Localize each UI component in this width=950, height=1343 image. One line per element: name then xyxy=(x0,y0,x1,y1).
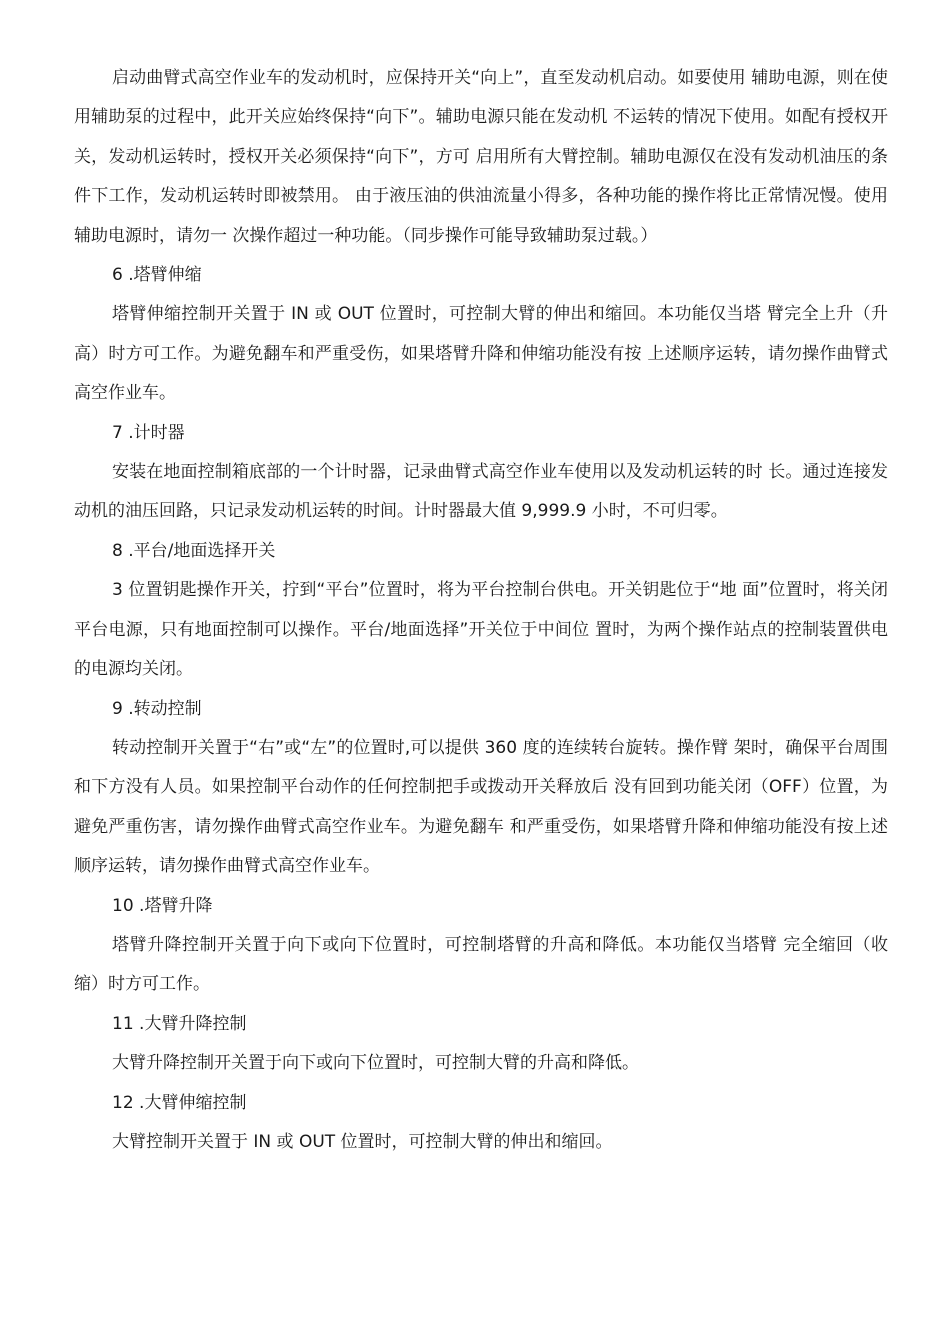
document-body xyxy=(74,59,888,1162)
paragraph-hour-meter: 安装在地面控制箱底部的一个计时器，记录曲臂式高空作业车使用以及发动机运转的时 长。通过连接发动机的油压回路，只记录发动机运转的时间。计时器最大值 9,999.9 小时，不可归零。 xyxy=(74,462,888,522)
section-heading-hour-meter: 7 .计时器 xyxy=(112,422,185,443)
section-heading-tower-lift: 10 .塔臂升降 xyxy=(112,895,213,916)
section-heading-boom-lift: 11 .大臂升降控制 xyxy=(112,1013,247,1034)
section-heading-turntable-rotate: 9 .转动控制 xyxy=(112,698,202,719)
paragraph-tower-lift: 塔臂升降控制开关置于向下或向下位置时，可控制塔臂的升高和降低。本功能仅当塔臂 完全缩回（收缩）时方可工作。 xyxy=(74,934,888,995)
section-heading-boom-telescope: 12 .大臂伸缩控制 xyxy=(112,1092,247,1113)
paragraph-boom-lift: 大臂升降控制开关置于向下或向下位置时，可控制大臂的升高和降低。 xyxy=(112,1053,639,1074)
section-heading-platform-ground-select: 8 .平台/地面选择开关 xyxy=(112,540,276,561)
paragraph-aux-power: 启动曲臂式高空作业车的发动机时，应保持开关“向上”，直至发动机启动。如要使用 辅助电源，则在使用辅助泵的过程中，此开关应始终保持“向下”。辅助电源只能在发动机 不运转的情况下使用。如配有授权开关，发动机运转时，授权开关必须保持“向下”，方可 启用所有大臂控制。辅助电源仅在没有发动机油压的条件下工作，发动机运转时即被禁用。 由于液压油的供油流量小得多，各种功能的操作将比正常情况慢。使用辅助电源时，请勿一 次操作超过一种功能。（同步操作可能导致辅助泵过载。） xyxy=(74,68,888,246)
paragraph-turntable-rotate: 转动控制开关置于“右”或“左”的位置时,可以提供 360 度的连续转台旋转。操作臂 架时，确保平台周围和下方没有人员。如果控制平台动作的任何控制把手或拨动开关释放后 没有回到功能关闭（OFF）位置，为避免严重伤害，请勿操作曲臂式高空作业车。为避免翻车 和严重受伤，如果塔臂升降和伸缩功能没有按上述顺序运转，请勿操作曲臂式高空作业车。 xyxy=(74,737,888,877)
paragraph-boom-telescope: 大臂控制开关置于 IN 或 OUT 位置时，可控制大臂的伸出和缩回。 xyxy=(112,1131,613,1152)
paragraph-tower-telescope: 塔臂伸缩控制开关置于 IN 或 OUT 位置时，可控制大臂的伸出和缩回。本功能仅当塔 臂完全上升（升高）时方可工作。为避免翻车和严重受伤，如果塔臂升降和伸缩功能没有按 上述顺序运转，请勿操作曲臂式高空作业车。 xyxy=(74,304,888,404)
section-heading-tower-telescope: 6 .塔臂伸缩 xyxy=(112,265,202,286)
paragraph-platform-ground-select: 3 位置钥匙操作开关，拧到“平台”位置时，将为平台控制台供电。开关钥匙位于“地 面”位置时，将关闭平台电源，只有地面控制可以操作。平台/地面选择”开关位于中间位 置时，为两个操作站点的控制装置供电的电源均关闭。 xyxy=(74,580,888,680)
